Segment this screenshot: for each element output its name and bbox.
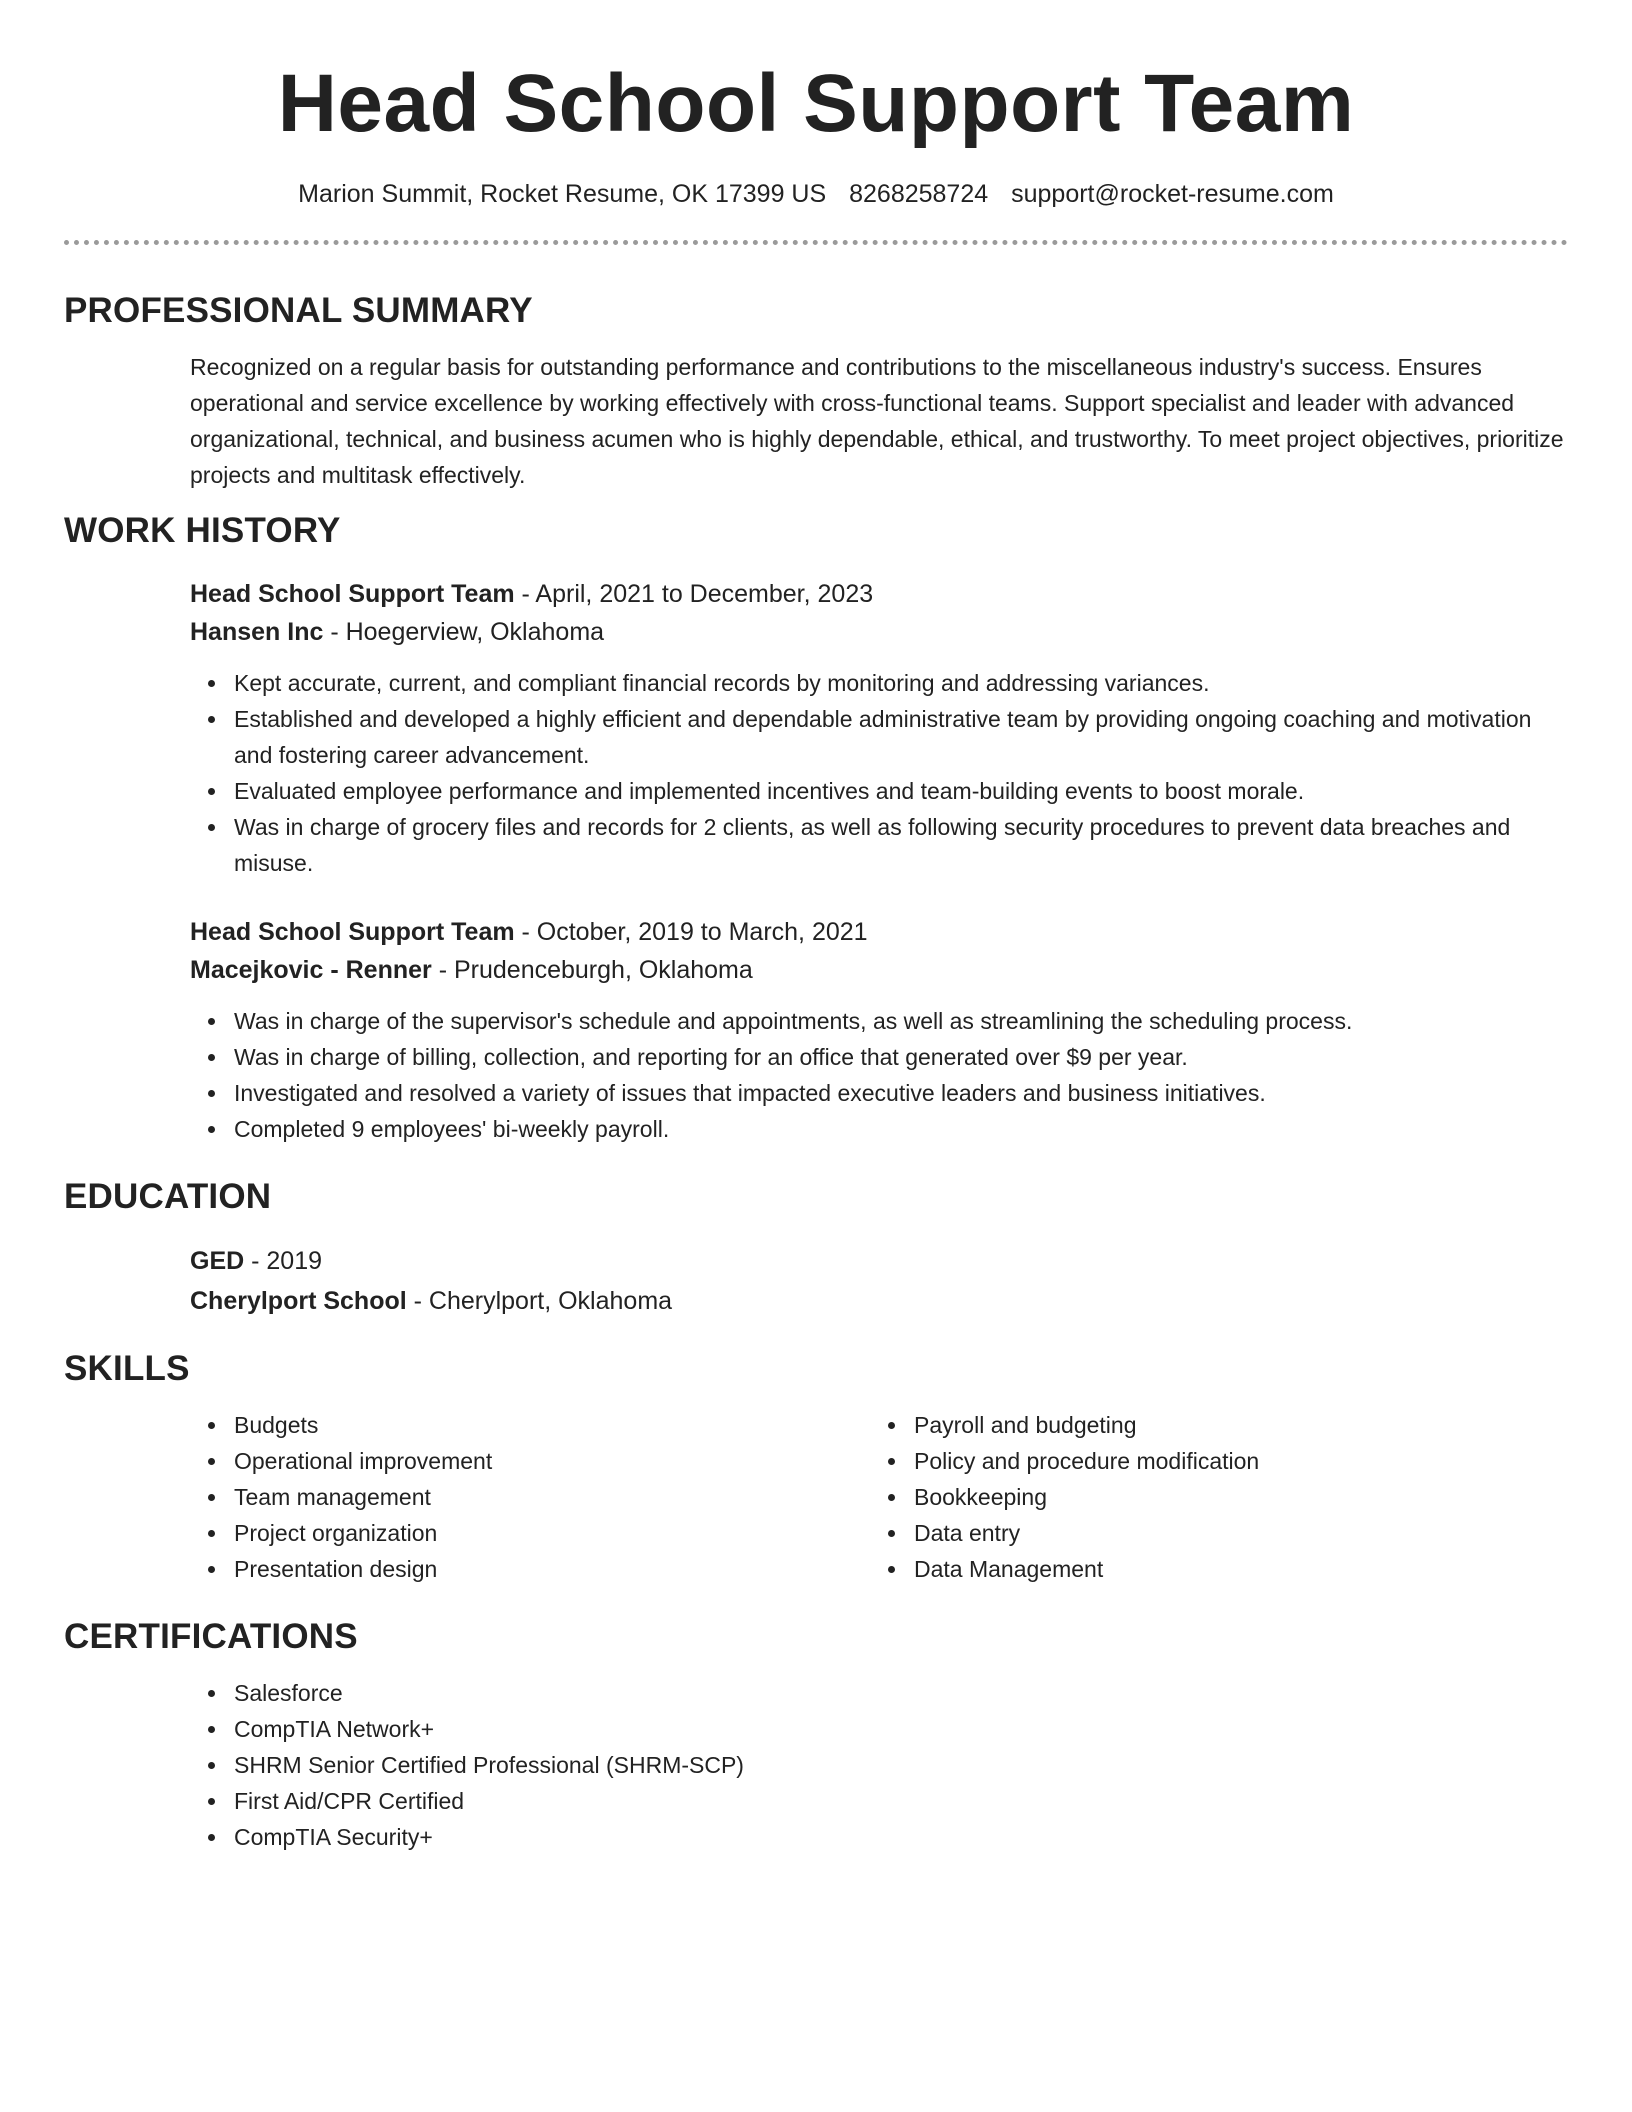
summary-text: Recognized on a regular basis for outstanding performance and contributions to the miscellaneous industry's success. Ensures operational and service excellence by working effectively with cross-functional teams. Support specialist and leader with advanced organizational, technical, and business acumen who is highly dependable, ethical, and trustworthy. To meet project objectives, prioritize projects and multitask effectively. <box>190 354 1564 488</box>
list-item: Investigated and resolved a variety of issues that impacted executive leaders and business initiatives. <box>234 1075 1568 1111</box>
contact-address: Marion Summit, Rocket Resume, OK 17399 US <box>298 180 827 208</box>
contact-email: support@rocket-resume.com <box>1011 180 1334 208</box>
section-title-certifications: CERTIFICATIONS <box>64 1617 358 1656</box>
education-location: - Cherylport, Oklahoma <box>406 1287 673 1315</box>
list-item: Kept accurate, current, and compliant financial records by monitoring and addressing variances. <box>234 665 1568 701</box>
job-bullets <box>190 665 1568 881</box>
list-item: CompTIA Network+ <box>234 1711 1568 1747</box>
list-item: Policy and procedure modification <box>914 1443 1470 1479</box>
list-item: Evaluated employee performance and implemented incentives and team-building events to boost morale. <box>234 773 1568 809</box>
list-item: Established and developed a highly efficient and dependable administrative team by providing ongoing coaching and motivation and fostering career advancement. <box>234 701 1568 773</box>
education-degree-line <box>190 1241 1568 1281</box>
job-company: Hansen Inc <box>190 618 324 646</box>
education-school-line <box>190 1281 1568 1321</box>
education-degree: GED <box>190 1247 245 1275</box>
list-item: Was in charge of grocery files and records for 2 clients, as well as following security procedures to prevent data breaches and misuse. <box>234 809 1568 881</box>
list-item: First Aid/CPR Certified <box>234 1783 1568 1819</box>
list-item: Presentation design <box>234 1551 870 1587</box>
list-item: Bookkeeping <box>914 1479 1470 1515</box>
education-school: Cherylport School <box>190 1287 407 1315</box>
list-item: Was in charge of billing, collection, and reporting for an office that generated over $9 per year. <box>234 1039 1568 1075</box>
job-entry <box>190 575 1568 881</box>
job-dates: - October, 2019 to March, 2021 <box>514 918 868 946</box>
skills-list-right <box>870 1407 1470 1587</box>
section-title-summary: PROFESSIONAL SUMMARY <box>64 291 533 330</box>
job-title-line <box>190 575 1568 613</box>
list-item: Was in charge of the supervisor's schedule and appointments, as well as streamlining the scheduling process. <box>234 1003 1568 1039</box>
certifications-list <box>190 1675 1568 1855</box>
education-year: - 2019 <box>244 1247 323 1275</box>
job-company: Macejkovic - Renner <box>190 956 432 984</box>
skills-columns <box>190 1407 1568 1587</box>
list-item: Project organization <box>234 1515 870 1551</box>
list-item: SHRM Senior Certified Professional (SHRM-SCP) <box>234 1747 1568 1783</box>
skills-list-left <box>190 1407 870 1587</box>
job-role: Head School Support Team <box>190 918 515 946</box>
job-location: - Prudenceburgh, Oklahoma <box>431 956 753 984</box>
job-company-line <box>190 613 1568 651</box>
skills-column-left <box>190 1407 870 1587</box>
section-title-education: EDUCATION <box>64 1177 272 1216</box>
job-bullets <box>190 1003 1568 1147</box>
section-title-skills: SKILLS <box>64 1349 190 1388</box>
contact-phone: 8268258724 <box>849 180 989 208</box>
list-item: Operational improvement <box>234 1443 870 1479</box>
list-item: Budgets <box>234 1407 870 1443</box>
job-role: Head School Support Team <box>190 580 515 608</box>
job-entry <box>190 913 1568 1147</box>
job-title-line <box>190 913 1568 951</box>
list-item: Team management <box>234 1479 870 1515</box>
list-item: Data Management <box>914 1551 1470 1587</box>
list-item: Data entry <box>914 1515 1470 1551</box>
section-title-work-history: WORK HISTORY <box>64 511 341 550</box>
job-company-line <box>190 951 1568 989</box>
skills-column-right <box>870 1407 1470 1587</box>
list-item: Salesforce <box>234 1675 1568 1711</box>
job-location: - Hoegerview, Oklahoma <box>323 618 605 646</box>
list-item: Payroll and budgeting <box>914 1407 1470 1443</box>
header-divider <box>64 240 1568 245</box>
job-dates: - April, 2021 to December, 2023 <box>514 580 874 608</box>
list-item: Completed 9 employees' bi-weekly payroll. <box>234 1111 1568 1147</box>
contact-line <box>64 178 1568 210</box>
education-entry <box>190 1241 1568 1321</box>
certifications-entry <box>190 1675 1568 1855</box>
list-item: CompTIA Security+ <box>234 1819 1568 1855</box>
resume-name: Head School Support Team <box>277 58 1355 149</box>
